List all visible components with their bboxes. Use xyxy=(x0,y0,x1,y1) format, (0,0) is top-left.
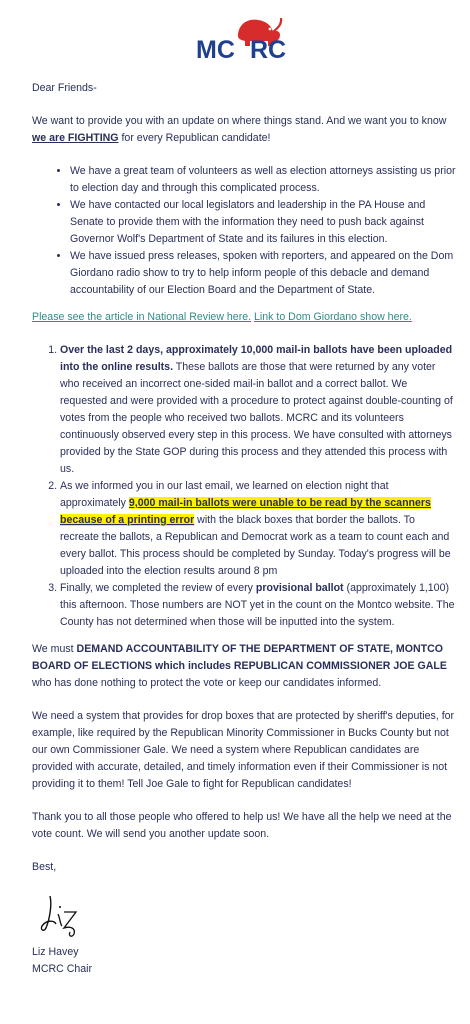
item1-text: These ballots are those that were returned by any voter who received an incorrect one-sided mail-in ballot and a correct ballot. We requested and were provided with a procedure to protect against double-counting of votes from the people who received two ballots. MCRC and its volunteers continuously observed every step in this process. We have consulted with attorneys provided by the State GOP during this process and they attended this process with us. xyxy=(60,361,453,475)
bullet-list xyxy=(32,163,456,299)
numbered-list xyxy=(32,342,456,631)
national-review-link[interactable]: Please see the article in National Review here. xyxy=(32,311,252,323)
intro-text: We want to provide you with an update on where things stand. And we want you to know xyxy=(32,115,447,127)
intro-text-end: for every Republican candidate! xyxy=(118,132,271,144)
intro-emphasis: we are FIGHTING xyxy=(32,132,119,144)
numbered-item-1 xyxy=(60,342,456,478)
numbered-item-2 xyxy=(60,478,456,580)
numbered-item-3 xyxy=(60,580,456,631)
demand-text-end: who has done nothing to protect the vote or keep our candidates informed. xyxy=(32,677,382,689)
greeting: Dear Friends- xyxy=(32,82,97,94)
logo-text-left: MC xyxy=(196,36,235,60)
item3-text: Finally, we completed the review of every xyxy=(60,582,256,594)
item3-bold: provisional ballot xyxy=(255,582,344,594)
signature-icon xyxy=(36,884,456,940)
demand-text: We must xyxy=(32,643,77,655)
intro-paragraph xyxy=(32,113,456,147)
mcrc-logo xyxy=(32,14,456,62)
item1-bold: Over the last 2 days, approximately 10,000 mail-in ballots have been uploaded into the online results. xyxy=(60,344,453,373)
item2-text: As we informed you in our last email, we learned on election night that approximately xyxy=(60,480,389,509)
dom-giordano-link[interactable]: Link to Dom Giordano show here. xyxy=(254,311,412,323)
system-paragraph: We need a system that provides for drop boxes that are protected by sheriff's deputies, for example, like required by the Republican Minority Commissioner in Bucks County but not our own Commissioner Gale. We need a system where Republican candidates are provided with accurate, detailed, and timely information even if their Commissioner is not providing it to them! Tell Joe Gale to fight for Republican candidates! xyxy=(32,710,455,790)
closing: Best, xyxy=(32,861,57,873)
elephant-logo-icon xyxy=(194,14,294,60)
logo-text-right: RC xyxy=(250,36,287,60)
demand-bold: DEMAND ACCOUNTABILITY OF THE DEPARTMENT OF STATE, MONTCO BOARD OF ELECTIONS which includes REPUBLICAN COMMISSIONER JOE GALE xyxy=(32,643,447,672)
thanks-paragraph: Thank you to all those people who offered to help us! We have all the help we need at the vote count. We will send you another update soon. xyxy=(32,811,452,840)
bullet-item: • We have issued press releases, spoken with reporters, and appeared on the Dom Giordano radio show to try to help inform people of this debacle and demand accountability of our Election Board and the Department of State. xyxy=(70,248,456,299)
signer-name: Liz Havey xyxy=(32,946,79,958)
item3-text-end: (approximately 1,100) this afternoon. Those numbers are NOT yet in the count on the Montco website. The County has not determined when those will be inputted into the system. xyxy=(60,582,455,628)
links-paragraph xyxy=(32,309,456,326)
signer-title: MCRC Chair xyxy=(32,963,93,975)
bullet-item: • We have contacted our local legislators and leadership in the PA House and Senate to provide them with the information they need to push back against Governor Wolf's Department of State and its failures in this election. xyxy=(70,197,456,248)
item2-highlight: 9,000 mail-in ballots were unable to be read by the scanners because of a printing error xyxy=(60,497,431,526)
item2-text-end: with the black boxes that border the ballots. To recreate the ballots, a Republican and Democrat work as a team to count each and every ballot. This process should be completed by Sunday. Today's progress will be uploaded into the election results around 8 pm xyxy=(60,514,451,577)
bullet-item: • We have a great team of volunteers as well as election attorneys assisting us prior to election day and through this complicated process. xyxy=(70,163,456,197)
demand-paragraph xyxy=(32,641,456,692)
